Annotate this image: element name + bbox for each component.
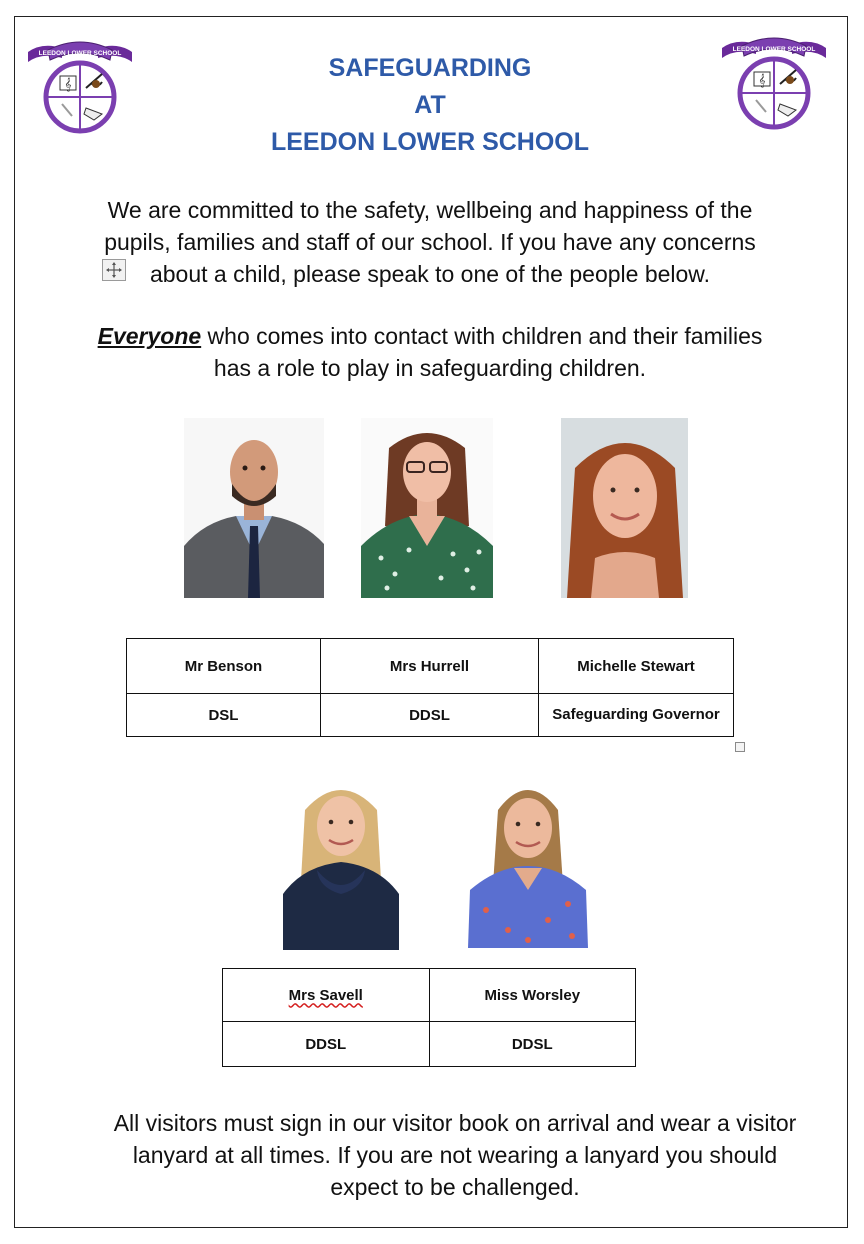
svg-text:LEEDON LOWER SCHOOL: LEEDON LOWER SCHOOL	[732, 46, 816, 53]
spellcheck-name: Mrs Savell	[288, 986, 363, 1004]
staff-role-cell: DDSL	[429, 1022, 636, 1067]
photo-mr-benson	[184, 418, 324, 598]
visitor-notice	[60, 1107, 850, 1203]
everyone-line-1	[60, 320, 800, 352]
school-logo-left	[22, 34, 138, 134]
staff-table-2	[222, 968, 636, 1067]
table-row	[223, 969, 636, 1022]
staff-name-cell: Miss Worsley	[429, 969, 636, 1022]
move-handle-icon[interactable]	[102, 259, 126, 281]
svg-text:𝄞: 𝄞	[758, 73, 766, 87]
photo-michelle-stewart	[561, 418, 688, 598]
intro-line-3: about a child, please speak to one of the people below.	[149, 261, 711, 287]
staff-name-cell: Mr Benson	[127, 639, 321, 694]
table-row	[127, 639, 734, 694]
photo-mrs-hurrell	[361, 418, 493, 598]
intro-line-2: pupils, families and staff of our school. If you have any concerns	[104, 229, 756, 255]
title-line-1: SAFEGUARDING	[328, 54, 532, 82]
school-logo-right	[716, 30, 832, 130]
table-row	[127, 694, 734, 737]
intro-line-1: We are committed to the safety, wellbeing and happiness of the	[107, 197, 753, 223]
everyone-emphasis: Everyone	[97, 323, 202, 349]
staff-role-cell: Safeguarding Governor	[539, 694, 734, 737]
everyone-paragraph	[60, 320, 800, 384]
staff-name-cell: Mrs Hurrell	[320, 639, 538, 694]
everyone-line-1-rest: who comes into contact with children and their families	[201, 323, 763, 349]
resize-handle-icon[interactable]	[735, 742, 745, 752]
staff-name-cell: Michelle Stewart	[539, 639, 734, 694]
page-title	[200, 50, 660, 161]
photo-mrs-savell	[283, 770, 399, 950]
title-line-3: LEEDON LOWER SCHOOL	[270, 128, 590, 156]
footer-line-2: lanyard at all times. If you are not wearing a lanyard you should	[132, 1142, 778, 1168]
footer-line-3: expect to be challenged.	[330, 1174, 580, 1200]
staff-role-cell: DSL	[127, 694, 321, 737]
staff-role-cell: DDSL	[320, 694, 538, 737]
staff-role-cell: DDSL	[223, 1022, 430, 1067]
staff-table-1	[126, 638, 734, 737]
footer-line-1: All visitors must sign in our visitor book on arrival and wear a visitor	[113, 1110, 797, 1136]
intro-paragraph	[60, 194, 800, 290]
everyone-line-2: has a role to play in safeguarding children.	[213, 355, 647, 381]
staff-name-cell	[223, 969, 430, 1022]
table-row	[223, 1022, 636, 1067]
svg-text:LEEDON LOWER SCHOOL: LEEDON LOWER SCHOOL	[38, 50, 122, 57]
svg-text:𝄞: 𝄞	[64, 77, 72, 91]
photo-miss-worsley	[468, 770, 588, 948]
title-line-2: AT	[414, 91, 446, 119]
